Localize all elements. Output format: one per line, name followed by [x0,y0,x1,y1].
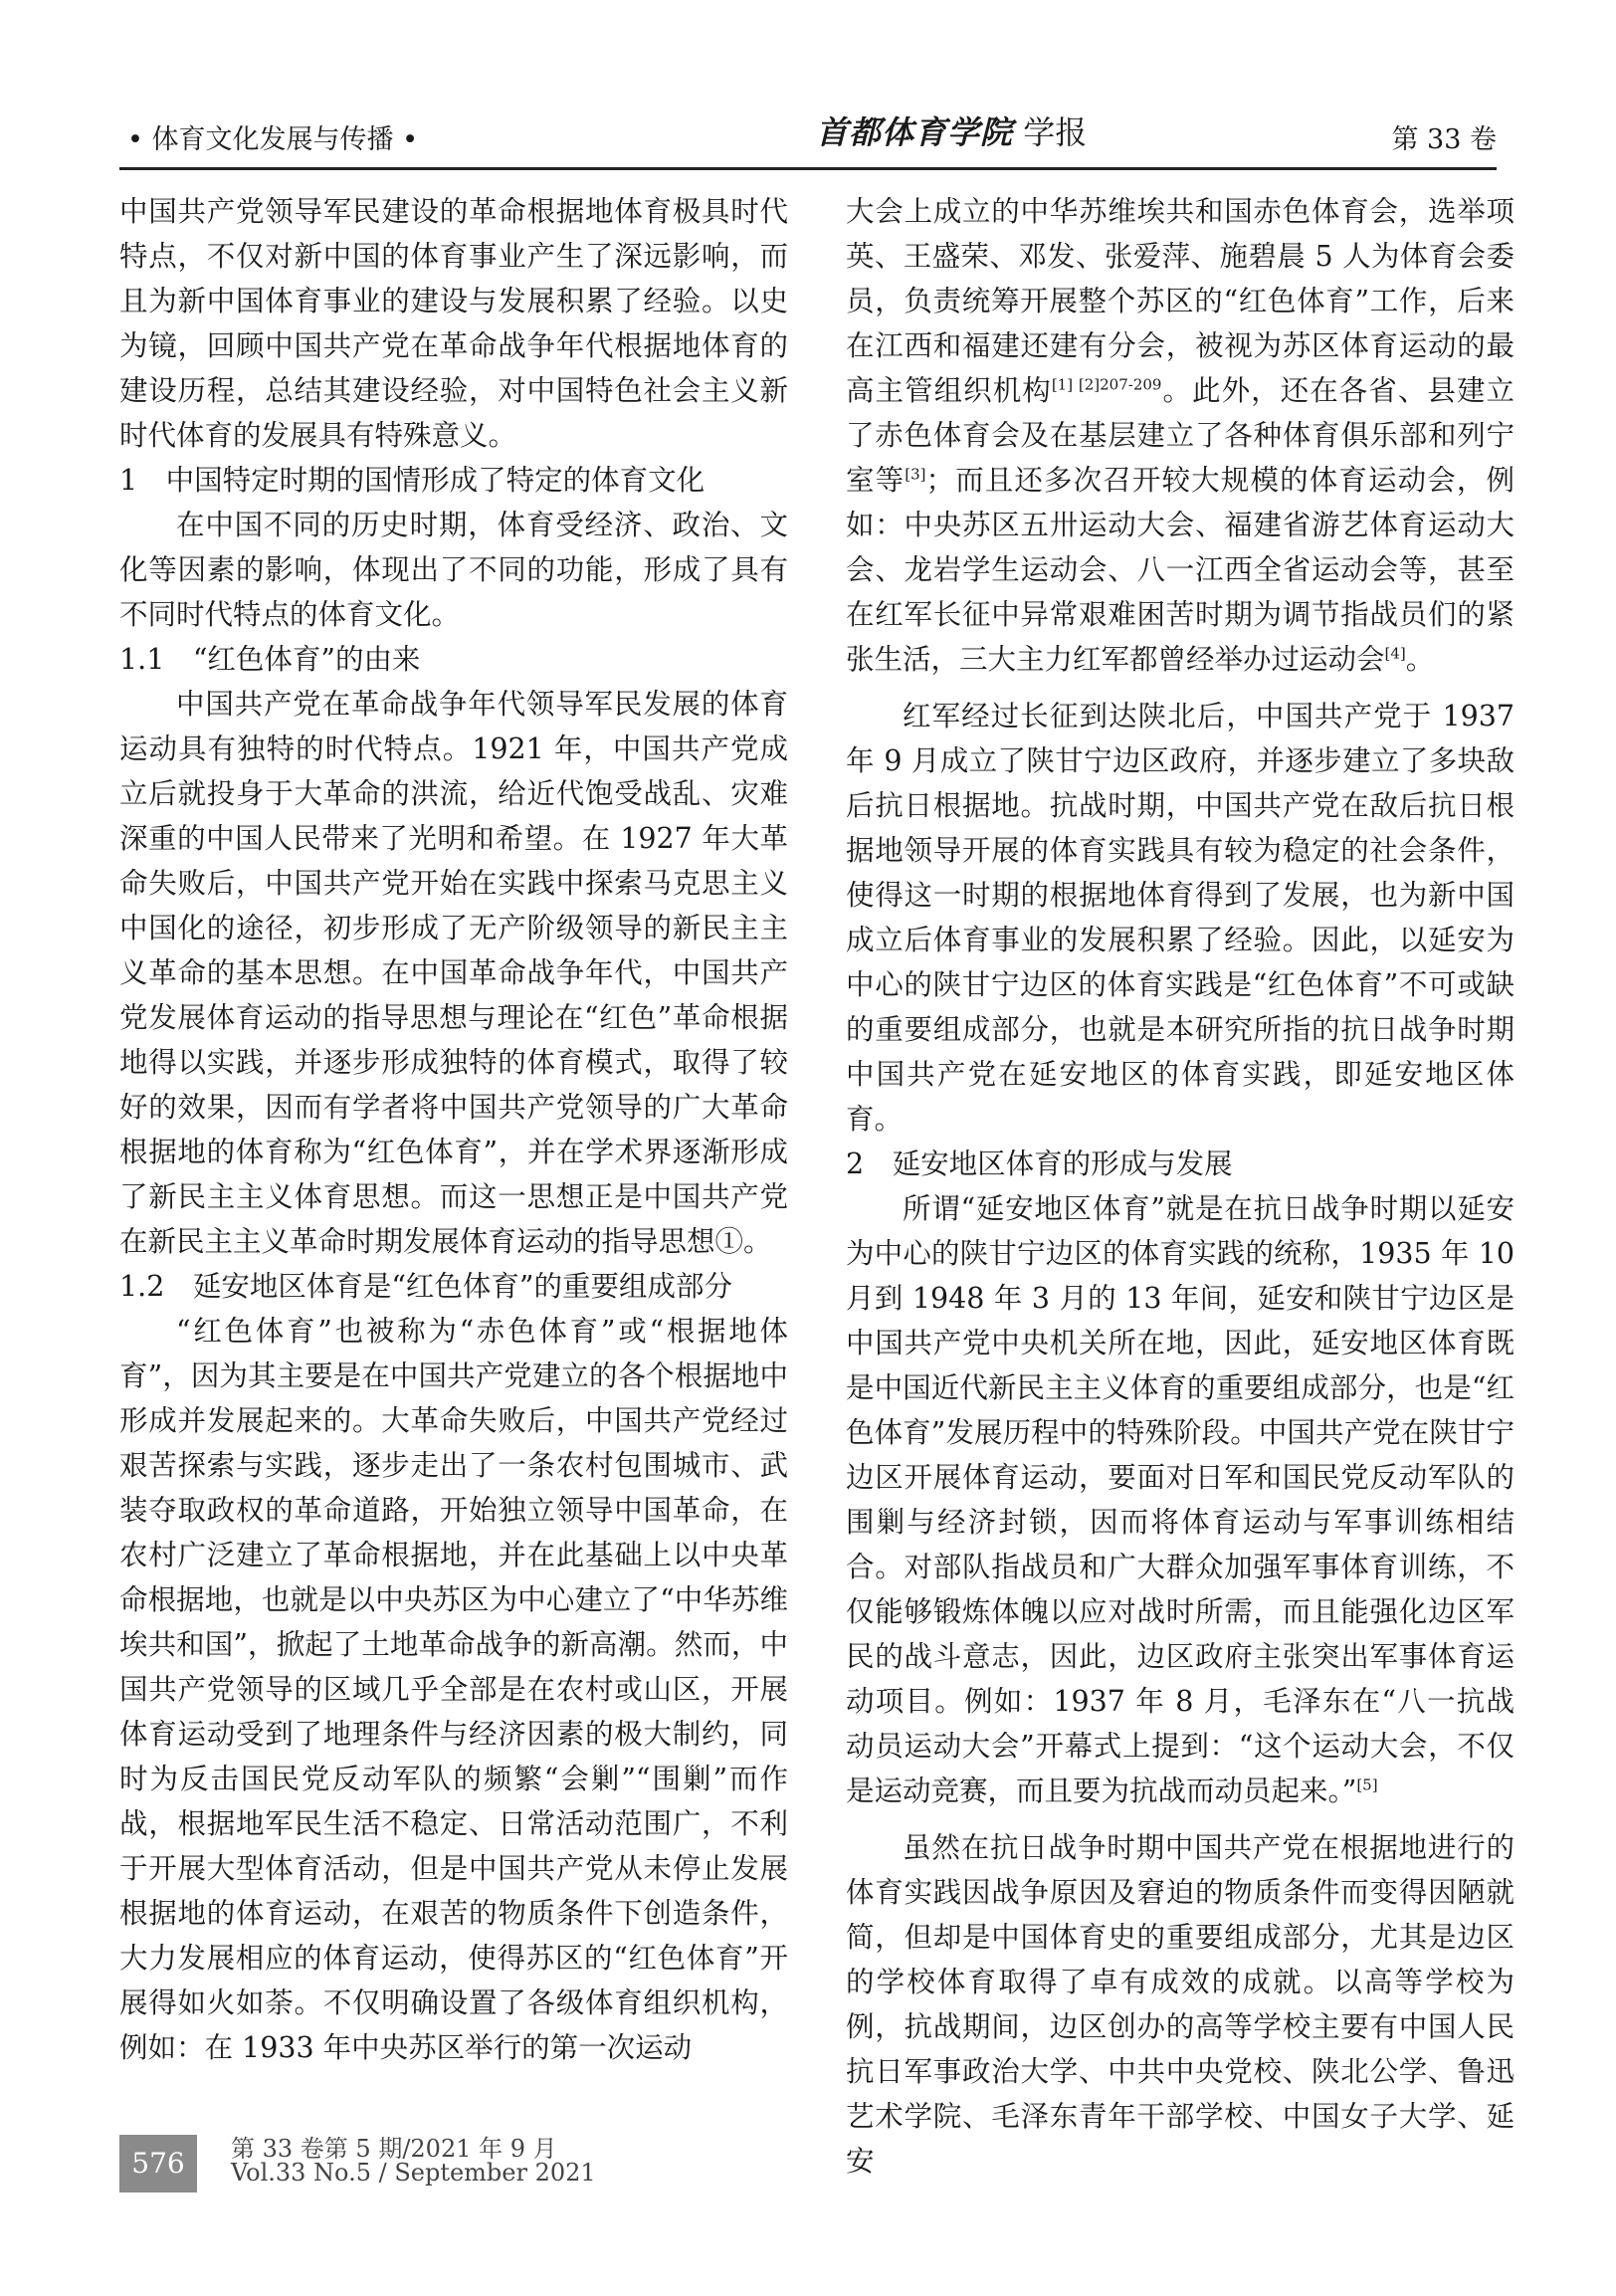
journal-title [816,107,1087,153]
issue-info-cn: 第 33 卷第 5 期/2021 年 9 月 [231,2135,557,2163]
journal-suffix: 学报 [1013,113,1088,151]
citation[interactable]: [3] [905,465,926,484]
subsection-heading-1-2: 1.2 延安地区体育是“红色体育”的重要组成部分 [119,1270,732,1303]
page-footer [119,2135,716,2204]
citation[interactable]: [1] [2]207-209 [1051,375,1162,394]
paragraph: 中国共产党在革命战争年代领导军民发展的体育运动具有独特的时代特点。1921 年，中国共产党成立后就投身于大革命的洪流，给近代饱受战乱、灾难深重的中国人民带来了光明和希望。在 1927 年大革命失败后，中国共产党开始在实践中探索马克思主义中国化的途径，初步形成了无产阶级领导的新民主主义革命的基本思想。在中国革命战争年代，中国共产党发展体育运动的指导思想与理论在“红色”革命根据地得以实践，并逐步形成独特的体育模式，取得了较好的效果，因而有学者将中国共产党领导的广大革命根据地的体育称为“红色体育”，并在学术界逐渐形成了新民主主义体育思想。而这一思想正是中国共产党在新民主主义革命时期发展体育运动的指导思想①。 [119,688,788,1258]
section-title: • 体育文化发展与传播 • [127,124,419,155]
paragraph: 虽然在抗日战争时期中国共产党在根据地进行的体育实践因战争原因及窘迫的物质条件而变得因陋就简，但却是中国体育史的重要组成部分，尤其是边区的学校体育取得了卓有成效的成就。以高等学校为例，抗战期间，边区创办的高等学校主要有中国人民抗日军事政治大学、中共中央党校、陕北公学、鲁迅艺术学院、毛泽东青年干部学校、中国女子大学、延安 [846,1831,1515,2178]
paragraph: 所谓“延安地区体育”就是在抗日战争时期以延安为中心的陕甘宁边区的体育实践的统称，1935 年 10 月到 1948 年 3 月的 13 年间，延安和陕甘宁边区是中国共产党中央机关所在地，因此，延安地区体育既是中国近代新民主主义体育的重要组成部分，也是“红色体育”发展历程中的特殊阶段。中国共产党在陕甘宁边区开展体育运动，要面对日军和国民党反动军队的围剿与经济封锁，因而将体育运动与军事训练相结合。对部队指战员和广大群众加强军事体育训练，不仅能够锻炼体魄以应对战时所需，而且能强化边区军民的战斗意志，因此，边区政府主张突出军事体育运动项目。例如：1937 年 8 月，毛泽东在“八一抗战动员运动大会”开幕式上提到：“这个运动大会，不仅是运动竞赛，而且要为抗战而动员起来。”[5] [846,1192,1515,1807]
subsection-heading-1-1: 1.1 “红色体育”的由来 [119,643,421,676]
volume-label: 第 33 卷 [1391,124,1497,155]
issue-info-en: Vol.33 No.5 / September 2021 [231,2159,596,2187]
paragraph: 红军经过长征到达陕北后，中国共产党于 1937 年 9 月成立了陕甘宁边区政府，并逐步建立了多块敌后抗日根据地。抗战时期，中国共产党在敌后抗日根据地领导开展的体育实践具有较为稳定的社会条件，使得这一时期的根据地体育得到了发展，也为新中国成立后体育事业的发展积累了经验。因此，以延安为中心的陕甘宁边区的体育实践是“红色体育”不可或缺的重要组成部分，也就是本研究所指的抗日战争时期中国共产党在延安地区的体育实践，即延安地区体育。 [846,700,1515,1136]
section-heading-1: 1 中国特定时期的国情形成了特定的体育文化 [119,464,706,497]
right-column [846,189,1515,2184]
citation[interactable]: [5] [1356,1775,1378,1794]
paragraph: 中国共产党领导军民建设的革命根据地体育极具时代特点，不仅对新中国的体育事业产生了深远影响，而且为新中国体育事业的建设与发展积累了经验。以史为镜，回顾中国共产党在革命战争年代根据地体育的建设历程，总结其建设经验，对中国特色社会主义新时代体育的发展具有特殊意义。 [119,195,788,452]
paragraph: 大会上成立的中华苏维埃共和国赤色体育会，选举项英、王盛荣、邓发、张爱萍、施碧晨 5 人为体育会委员，负责统筹开展整个苏区的“红色体育”工作，后来在江西和福建还建有分会，被视为苏区体育运动的最高主管组织机构$^{[1] [2]207-209}$。此外，还在各省、县建立了赤色体育会及在基层建立了各种体育俱乐部和列宁室等[3]；而且还多次召开较大规模的体育运动会，例如：中央苏区五卅运动大会、福建省游艺体育运动大会、龙岩学生运动会、八一江西全省运动会等，甚至在红军长征中异常艰难困苦时期为调节指战员们的紧张生活，三大主力红军都曾经举办过运动会[4]。 [846,195,1515,676]
running-header [119,107,1497,163]
paragraph: 在中国不同的历史时期，体育受经济、政治、文化等因素的影响，体现出了不同的功能，形成了具有不同时代特点的体育文化。 [119,509,788,631]
page-number: 576 [119,2135,197,2192]
paragraph: “红色体育”也被称为“赤色体育”或“根据地体育”，因为其主要是在中国共产党建立的各个根据地中形成并发展起来的。大革命失败后，中国共产党经过艰苦探索与实践，逐步走出了一条农村包围城市、武装夺取政权的革命道路，开始独立领导中国革命，在农村广泛建立了革命根据地，并在此基础上以中央革命根据地，也就是以中央苏区为中心建立了“中华苏维埃共和国”，掀起了土地革命战争的新高潮。然而，中国共产党领导的区域几乎全部是在农村或山区，开展体育运动受到了地理条件与经济因素的极大制约，同时为反击国民党反动军队的频繁“会剿”“围剿”而作战，根据地军民生活不稳定、日常活动范围广，不利于开展大型体育活动，但是中国共产党从未停止发展根据地的体育运动，在艰苦的物质条件下创造条件，大力发展相应的体育运动，使得苏区的“红色体育”开展得如火如荼。不仅明确设置了各级体育组织机构，例如：在 1933 年中央苏区举行的第一次运动 [119,1315,788,2064]
header-rule [119,167,1497,170]
section-heading-2: 2 延安地区体育的形成与发展 [846,1148,1233,1180]
left-column [119,189,788,2070]
journal-logo: 首都体育学院 [816,113,1014,151]
citation[interactable]: [4] [1384,644,1406,663]
